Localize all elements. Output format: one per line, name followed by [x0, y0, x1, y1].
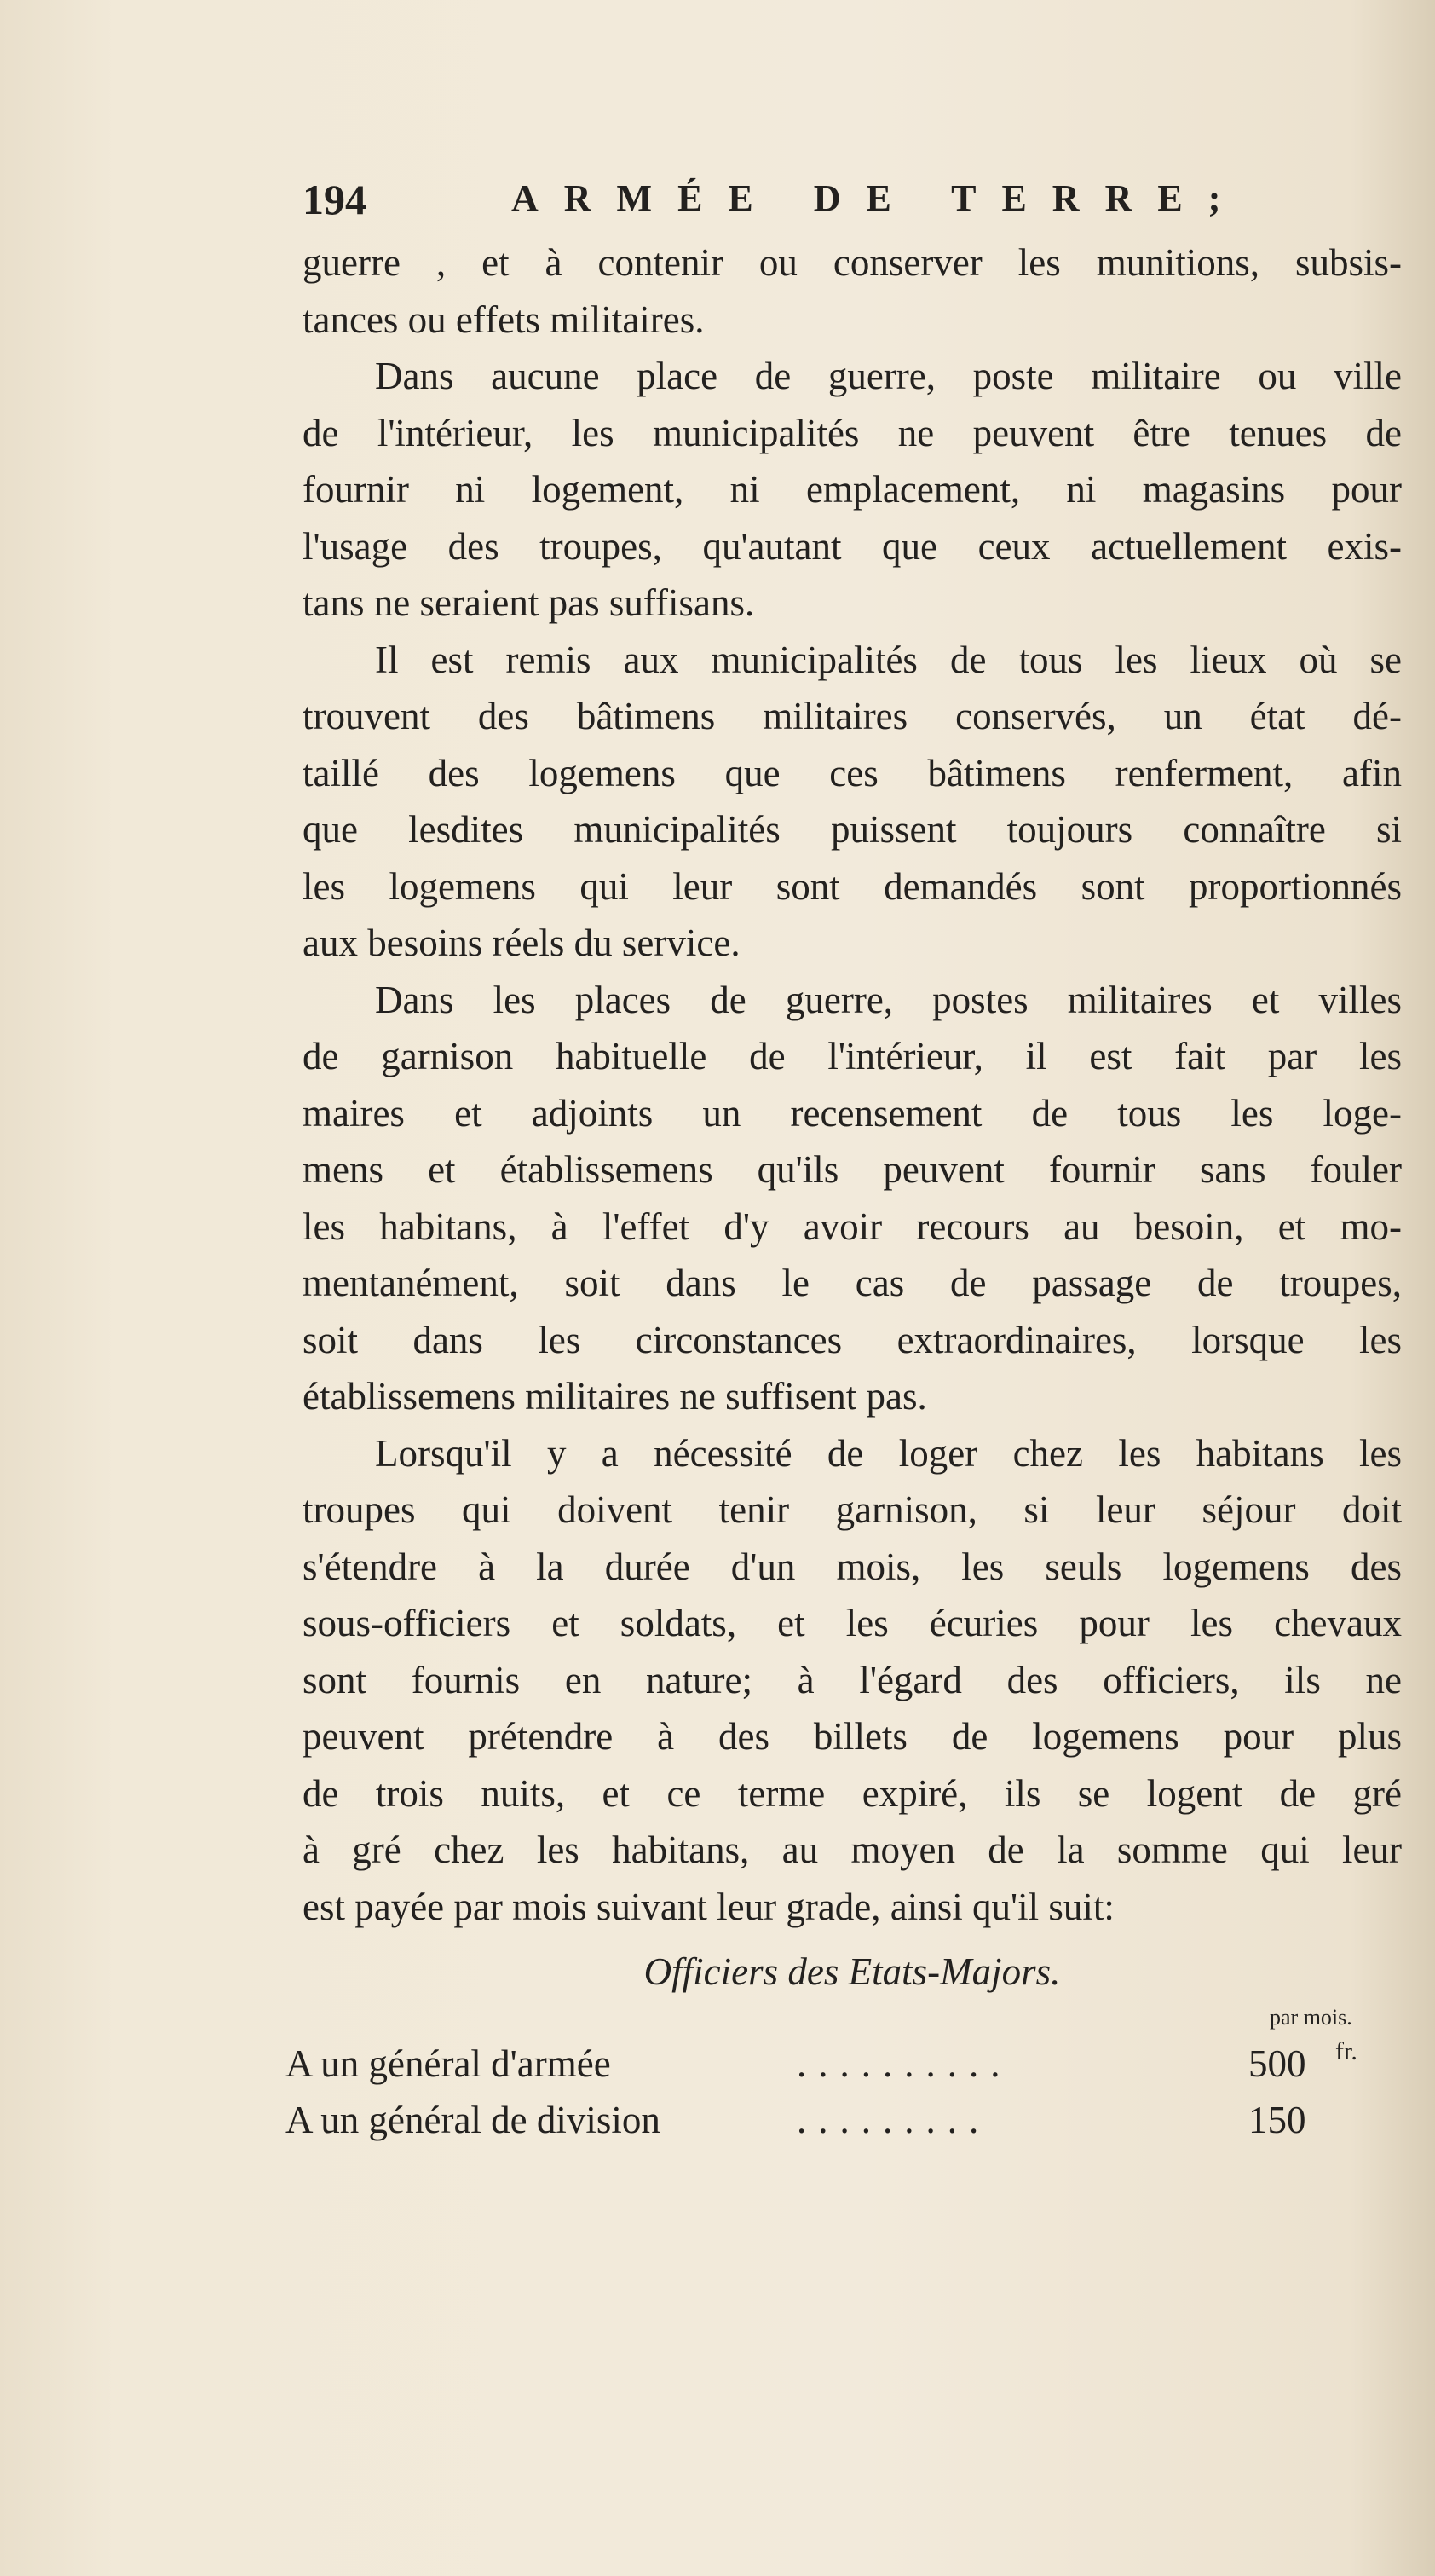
pay-row-unit: fr. [1335, 2037, 1357, 2065]
text-line: Dans les places de guerre, postes militaires et villes [375, 978, 1402, 1021]
unit-header-label: par mois. [1270, 2005, 1352, 2030]
text-line: Dans aucune place de guerre, poste militaire ou ville [375, 355, 1402, 397]
text-line: à gré chez les habitans, au moyen de la somme qui leur [303, 1828, 1402, 1871]
pay-row-label: A un général de division [285, 2099, 660, 2141]
text-line: que lesdites municipalités puissent toujours connaître si [303, 808, 1402, 851]
text-line: tans ne seraient pas suffisans. [303, 581, 755, 624]
running-head [303, 175, 1410, 234]
text-line: guerre , et à contenir ou conserver les munitions, subsis- [303, 241, 1402, 284]
pay-row-amount: 150 [1248, 2099, 1306, 2141]
text-line: mentanément, soit dans le cas de passage de troupes, [303, 1262, 1402, 1304]
text-line: soit dans les circonstances extraordinaires, lorsque les [303, 1318, 1402, 1361]
text-line: maires et adjoints un recensement de tous les loge- [303, 1091, 1402, 1135]
pay-row-dots: ......... [797, 2099, 991, 2141]
pay-row [285, 2092, 1385, 2148]
text-line: tances ou effets militaires. [303, 297, 705, 341]
paragraph [303, 1425, 1410, 1936]
text-line: trouvent des bâtimens militaires conservés, un état dé- [303, 695, 1402, 737]
page-number: 194 [303, 176, 366, 223]
text-line: de garnison habituelle de l'intérieur, il est fait par les [303, 1035, 1402, 1077]
text-line: peuvent prétendre à des billets de logemens pour plus [303, 1715, 1402, 1758]
unit-header [303, 2001, 1410, 2036]
text-line: aux besoins réels du service. [303, 921, 741, 964]
text-line: fournir ni logement, ni emplacement, ni magasins pour [303, 468, 1402, 511]
text-line: sous-officiers et soldats, et les écuries pour les chevaux [303, 1602, 1402, 1644]
text-line: est payée par mois suivant leur grade, ainsi qu'il suit: [303, 1885, 1115, 1928]
running-title: ARMÉE DE TERRE; [511, 177, 1247, 219]
text-line: de trois nuits, et ce terme expiré, ils se logent de gré [303, 1771, 1402, 1815]
pay-row-label: A un général d'armée [285, 2042, 611, 2085]
text-line: Il est remis aux municipalités de tous les lieux où se [375, 638, 1402, 681]
section-heading: Officiers des Etats-Majors. [643, 1950, 1061, 1993]
pay-row-dots: .......... [797, 2042, 1012, 2085]
paragraph [303, 632, 1410, 972]
text-line: troupes qui doivent tenir garnison, si leur séjour doit [303, 1488, 1402, 1531]
text-line: les logemens qui leur sont demandés sont proportionnés [303, 864, 1402, 908]
text-line: établissemens militaires ne suffisent pas. [303, 1375, 927, 1418]
paragraph [303, 972, 1410, 1425]
pay-row [285, 2036, 1385, 2092]
text-line: l'usage des troupes, qu'autant que ceux actuellement exis- [303, 524, 1402, 568]
text-line: s'étendre à la durée d'un mois, les seuls logemens des [303, 1545, 1402, 1588]
body-text [303, 234, 1410, 1935]
text-line: de l'intérieur, les municipalités ne peuvent être tenues de [303, 411, 1402, 454]
text-block [285, 175, 1410, 2148]
text-line: Lorsqu'il y a nécessité de loger chez les habitans les [375, 1431, 1402, 1475]
paragraph [303, 348, 1410, 632]
pay-row-amount: 500 [1248, 2042, 1306, 2085]
text-line: taillé des logemens que ces bâtimens renferment, afin [303, 751, 1402, 794]
text-line: mens et établissemens qu'ils peuvent fournir sans fouler [303, 1148, 1402, 1191]
text-line: sont fournis en nature; à l'égard des officiers, ils ne [303, 1658, 1402, 1701]
paragraph [303, 234, 1410, 348]
text-line: les habitans, à l'effet d'y avoir recours au besoin, et mo- [303, 1204, 1402, 1248]
